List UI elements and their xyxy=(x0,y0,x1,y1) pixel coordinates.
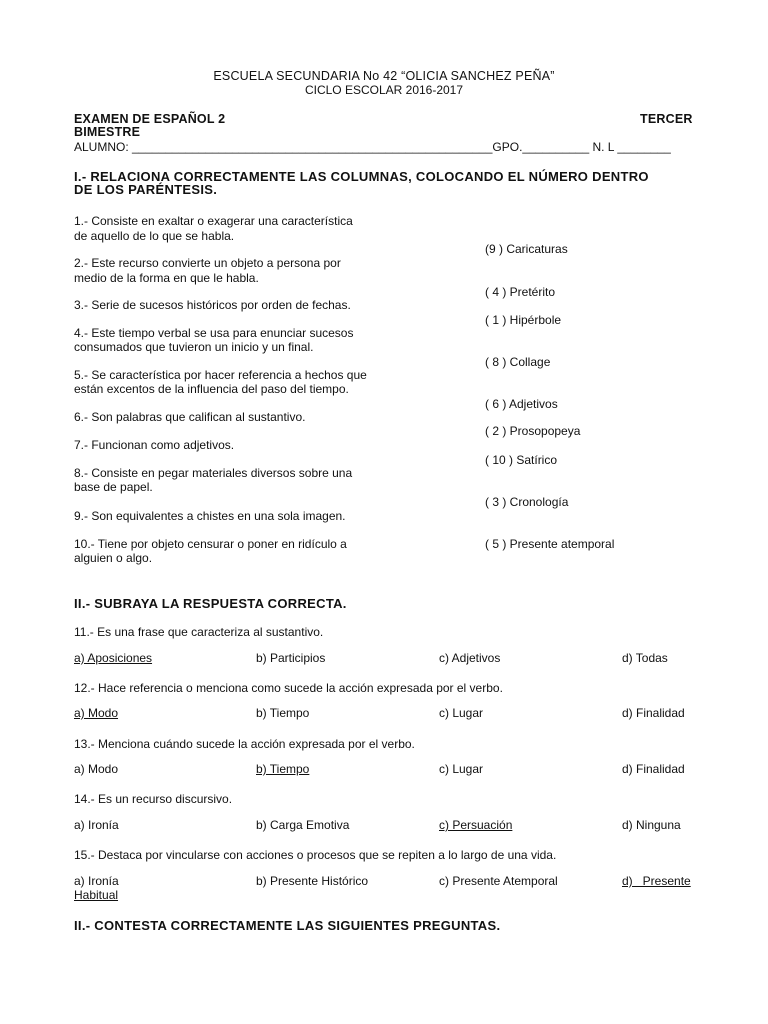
choice-option-d-wrap: Habitual xyxy=(74,888,119,902)
match-answer: ( 1 ) Hipérbole xyxy=(485,313,562,327)
exam-term: TERCER xyxy=(640,112,693,126)
match-question: 10.- Tiene por objeto censurar o poner en ridículo a xyxy=(74,537,347,551)
match-answer: ( 5 ) Presente atemporal xyxy=(485,537,615,551)
match-question-cont: de aquello de lo que se habla. xyxy=(74,229,235,243)
choice-option-c: c) Presente Atemporal xyxy=(439,874,558,888)
school-cycle: CICLO ESCOLAR 2016-2017 xyxy=(304,83,464,97)
choice-option-b: b) Tiempo xyxy=(256,762,310,776)
choice-option-b: b) Participios xyxy=(256,651,326,665)
choice-option-a: a) Ironía xyxy=(74,818,119,832)
choice-option-d: d) Todas xyxy=(622,651,668,665)
exam-title: EXAMEN DE ESPAÑOL 2 xyxy=(74,112,226,126)
school-name: ESCUELA SECUNDARIA No 42 “OLICIA SANCHEZ PEÑA” xyxy=(213,69,555,83)
match-question-cont: consumados que tuvieron un inicio y un final. xyxy=(74,340,314,354)
match-question: 5.- Se característica por hacer referencia a hechos que xyxy=(74,368,367,382)
match-question: 3.- Serie de sucesos históricos por orden de fechas. xyxy=(74,298,351,312)
choice-question: 15.- Destaca por vincularse con acciones o procesos que se repiten a lo largo de una vida. xyxy=(74,848,557,862)
match-answer: (9 ) Caricaturas xyxy=(485,242,568,256)
match-answer: ( 4 ) Pretérito xyxy=(485,285,556,299)
choice-option-d: d) Presente xyxy=(622,874,691,888)
match-answer: ( 3 ) Cronología xyxy=(485,495,569,509)
choice-question: 11.- Es una frase que caracteriza al sustantivo. xyxy=(74,625,324,639)
student-info-line: ALUMNO: ______________________________________________________GPO.__________ N. L ________ xyxy=(74,140,671,154)
choice-option-a: a) Modo xyxy=(74,762,119,776)
match-answer: ( 2 ) Prosopopeya xyxy=(485,424,581,438)
choice-option-d: d) Ninguna xyxy=(622,818,681,832)
choice-option-d: d) Finalidad xyxy=(622,706,685,720)
choice-question: 13.- Menciona cuándo sucede la acción expresada por el verbo. xyxy=(74,737,415,751)
match-question: 6.- Son palabras que califican al sustantivo. xyxy=(74,410,306,424)
match-question-cont: medio de la forma en que le habla. xyxy=(74,271,259,285)
match-question: 4.- Este tiempo verbal se usa para enunciar sucesos xyxy=(74,326,354,340)
match-question: 8.- Consiste en pegar materiales diversos sobre una xyxy=(74,466,353,480)
section1-title: I.- RELACIONA CORRECTAMENTE LAS COLUMNAS, COLOCANDO EL NÚMERO DENTRO xyxy=(74,169,649,184)
match-answer: ( 8 ) Collage xyxy=(485,355,551,369)
choice-question: 14.- Es un recurso discursivo. xyxy=(74,792,233,806)
section3-title: II.- CONTESTA CORRECTAMENTE LAS SIGUIENTES PREGUNTAS. xyxy=(74,918,501,933)
match-answer: ( 10 ) Satírico xyxy=(485,453,558,467)
match-answer: ( 6 ) Adjetivos xyxy=(485,397,558,411)
section2-title: II.- SUBRAYA LA RESPUESTA CORRECTA. xyxy=(74,596,347,611)
choice-option-a: a) Aposiciones xyxy=(74,651,153,665)
choice-option-b: b) Tiempo xyxy=(256,706,310,720)
choice-option-a: a) Modo xyxy=(74,706,119,720)
choice-question: 12.- Hace referencia o menciona como sucede la acción expresada por el verbo. xyxy=(74,681,503,695)
choice-option-d: d) Finalidad xyxy=(622,762,685,776)
choice-option-b: b) Carga Emotiva xyxy=(256,818,350,832)
match-question-cont: base de papel. xyxy=(74,480,153,494)
choice-option-a: a) Ironía xyxy=(74,874,119,888)
choice-option-c: c) Lugar xyxy=(439,706,484,720)
section1-title-cont: DE LOS PARÉNTESIS. xyxy=(74,182,218,197)
choice-option-c: c) Lugar xyxy=(439,762,484,776)
exam-term-bimestre: BIMESTRE xyxy=(74,125,141,139)
match-question: 1.- Consiste en exaltar o exagerar una característica xyxy=(74,214,353,228)
match-question: 2.- Este recurso convierte un objeto a persona por xyxy=(74,256,341,270)
choice-option-b: b) Presente Histórico xyxy=(256,874,369,888)
match-question: 9.- Son equivalentes a chistes en una sola imagen. xyxy=(74,509,346,523)
match-question-cont: alguien o algo. xyxy=(74,551,153,565)
choice-option-c: c) Persuación xyxy=(439,818,513,832)
choice-option-c: c) Adjetivos xyxy=(439,651,501,665)
match-question-cont: están excentos de la influencia del paso del tiempo. xyxy=(74,382,349,396)
match-question: 7.- Funcionan como adjetivos. xyxy=(74,438,235,452)
